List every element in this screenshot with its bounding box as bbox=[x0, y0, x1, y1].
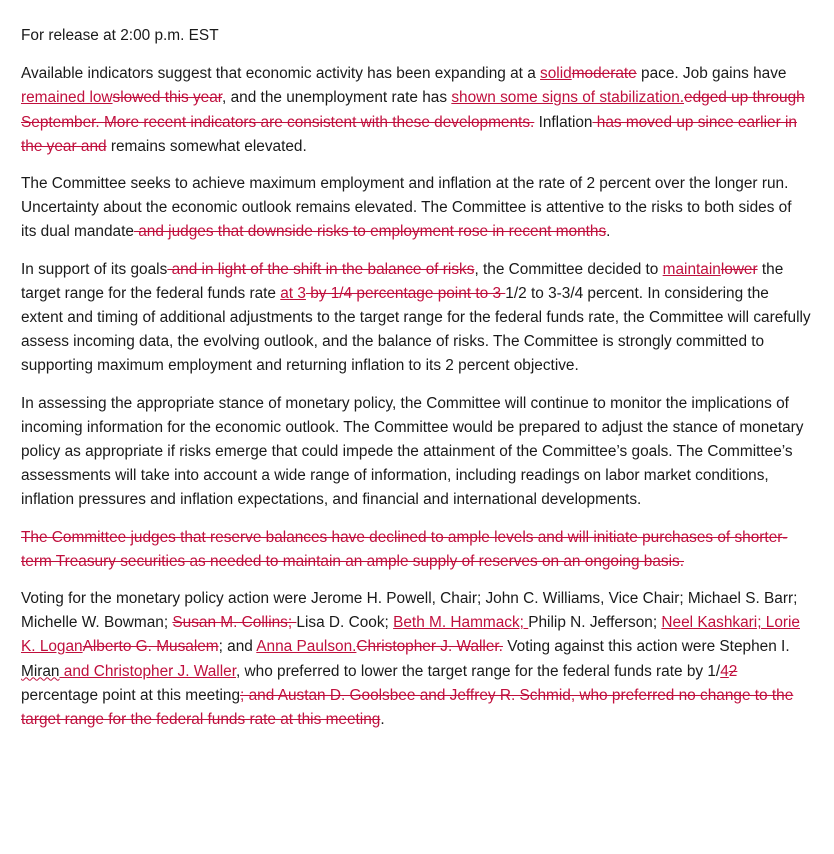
text-segment: Philip N. Jefferson; bbox=[528, 614, 662, 632]
deleted-text: Christopher J. Waller. bbox=[356, 638, 503, 656]
spellcheck-flagged-text: Miran bbox=[21, 662, 60, 680]
inserted-text: 4 bbox=[720, 662, 729, 680]
deleted-text: lower bbox=[720, 260, 758, 278]
paragraph-reserve-balances bbox=[21, 526, 811, 574]
paragraph-policy-decision bbox=[21, 258, 811, 379]
text-segment: . bbox=[606, 223, 611, 241]
text-segment: Inflation bbox=[534, 113, 593, 131]
inserted-text: Anna Paulson. bbox=[256, 638, 357, 656]
inserted-text: remained low bbox=[21, 89, 113, 107]
text-segment: , and the unemployment rate has bbox=[222, 89, 452, 107]
inserted-text: shown some signs of stabilization. bbox=[451, 89, 685, 107]
text-segment: The Committee seeks to achieve maximum employment and inflation at the rate of 2 percent over the longer run. Uncertainty about the economic outlook remains elevated. The Committee is attentive to the risks to both sides of its dual mandate bbox=[21, 175, 792, 241]
inserted-text: solid bbox=[540, 65, 572, 83]
deleted-text: and judges that downside risks to employment rose in recent months bbox=[133, 223, 607, 241]
text-segment: remains somewhat elevated. bbox=[106, 137, 307, 155]
deleted-text: ; and Austan D. Goolsbee and Jeffrey R. Schmid, who preferred no change to the target range for the federal funds rate at this meeting bbox=[21, 686, 794, 729]
deleted-text: edged up through September. More recent indicators are consistent with these developments. bbox=[21, 89, 805, 131]
text-segment: ; and bbox=[218, 638, 257, 656]
text-segment: percentage point at this meeting bbox=[21, 686, 241, 704]
deleted-text: 2 bbox=[728, 662, 738, 680]
deleted-text: Alberto G. Musalem bbox=[82, 638, 219, 656]
release-line: For release at 2:00 p.m. EST bbox=[21, 27, 219, 44]
text-segment: pace. Job gains have bbox=[636, 65, 787, 83]
document-body bbox=[21, 24, 811, 745]
inserted-text: Neel Kashkari; Lorie K. Logan bbox=[21, 614, 800, 656]
deleted-text: The Committee judges that reserve balances have declined to ample levels and will initiate purchases of shorter-term Treasury securities as needed to maintain an ample supply of reserves on an ongoing basis. bbox=[21, 528, 788, 570]
text-segment: Voting against this action were Stephen I. bbox=[502, 638, 790, 656]
deleted-text: moderate bbox=[571, 65, 637, 83]
text-segment: the target range for the federal funds rate bbox=[21, 260, 784, 302]
deleted-text: has moved up since earlier in the year and bbox=[21, 113, 797, 155]
inserted-text: and Christopher J. Waller bbox=[59, 662, 236, 680]
text-segment: Voting for the monetary policy action were Jerome H. Powell, Chair; John C. Williams, Vice Chair; Michael S. Barr; Michelle W. Bowman; bbox=[21, 590, 798, 632]
inserted-text: maintain bbox=[662, 260, 721, 278]
paragraph-economic-activity bbox=[21, 62, 811, 159]
text-segment: 1/2 to 3-3/4 percent. In considering the extent and timing of additional adjustments to the target range for the federal funds rate, the Committee will carefully assess incoming data, the evolving outlook, and the balance of risks. The Committee is strongly committed to supporting maximum employment and returning inflation to its 2 percent objective. bbox=[21, 284, 811, 375]
text-segment: . bbox=[380, 711, 385, 729]
deleted-text: slowed this year bbox=[112, 89, 223, 107]
paragraph-committee-goals bbox=[21, 172, 811, 245]
text-segment: In support of its goals bbox=[21, 260, 168, 278]
text-segment: In assessing the appropriate stance of monetary policy, the Committee will continue to monitor the implications of incoming information for the economic outlook. The Committee would be prepared to adjust the stance of monetary policy as appropriate if risks emerge that could impede the attainment of the Committee’s goals. The Committee’s assessments will take into account a wide range of information, including readings on labor market conditions, inflation pressures and inflation expectations, and financial and international developments. bbox=[21, 394, 804, 509]
deleted-text: and in light of the shift in the balance of risks bbox=[167, 260, 475, 278]
text-segment: Available indicators suggest that economic activity has been expanding at a bbox=[21, 65, 541, 83]
deleted-text: by 1/4 percentage point to 3 bbox=[305, 284, 506, 302]
text-segment: Lisa D. Cook; bbox=[296, 614, 394, 632]
inserted-text: at 3 bbox=[280, 284, 306, 302]
inserted-text: Beth M. Hammack; bbox=[393, 614, 529, 632]
text-segment: , who preferred to lower the target range for the federal funds rate by 1/ bbox=[235, 662, 721, 680]
deleted-text: Susan M. Collins; bbox=[172, 614, 297, 632]
text-segment: , the Committee decided to bbox=[474, 260, 663, 278]
paragraph-policy-stance bbox=[21, 392, 811, 513]
paragraph-voting bbox=[21, 587, 811, 732]
